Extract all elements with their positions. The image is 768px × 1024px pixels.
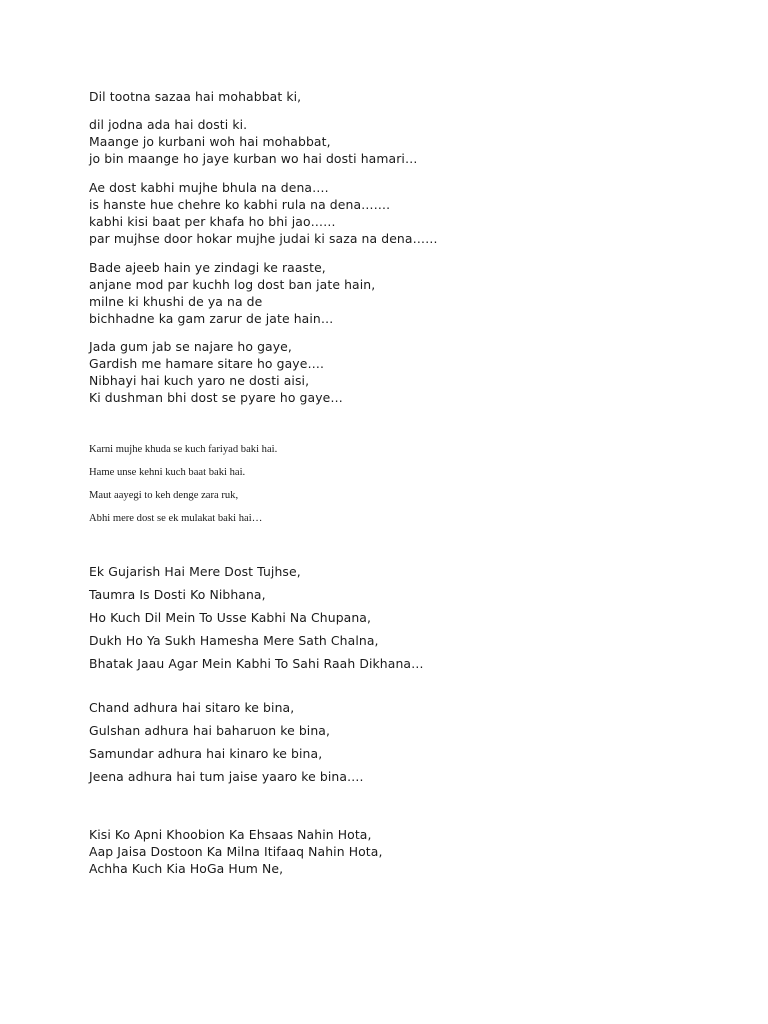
poem-2 (89, 179, 729, 247)
poem-line: Ae dost kabhi mujhe bhula na dena…. (89, 180, 329, 195)
poem-3 (89, 259, 729, 327)
poem-5 (89, 438, 729, 530)
poem-line: Hame unse kehni kuch baat baki hai. (89, 467, 246, 478)
poem-8 (89, 826, 729, 877)
poem-line: Achha Kuch Kia HoGa Hum Ne, (89, 861, 284, 876)
poem-line: Jeena adhura hai tum jaise yaaro ke bina…. (89, 769, 364, 784)
poem-line: anjane mod par kuchh log dost ban jate hain, (89, 277, 376, 292)
poem-line: Nibhayi hai kuch yaro ne dosti aisi, (89, 373, 310, 388)
poem-line: Kisi Ko Apni Khoobion Ka Ehsaas Nahin Hota, (89, 827, 372, 842)
poem-line: kabhi kisi baat per khafa ho bhi jao…… (89, 214, 336, 229)
poem-line: Gardish me hamare sitare ho gaye…. (89, 356, 324, 371)
poem-line: is hanste hue chehre ko kabhi rula na dena……. (89, 197, 391, 212)
poem-line: Ek Gujarish Hai Mere Dost Tujhse, (89, 564, 301, 579)
poem-line: Abhi mere dost se ek mulakat baki hai… (89, 513, 263, 524)
poem-line: par mujhse door hokar mujhe judai ki saza na dena…… (89, 231, 438, 246)
poem-line: Jada gum jab se najare ho gaye, (89, 339, 292, 354)
poem-line: Gulshan adhura hai baharuon ke bina, (89, 723, 331, 738)
poem-line: Dil tootna sazaa hai mohabbat ki, (89, 89, 302, 104)
poem-line: Aap Jaisa Dostoon Ka Milna Itifaaq Nahin Hota, (89, 844, 383, 859)
poem-line: Taumra Is Dosti Ko Nibhana, (89, 587, 266, 602)
poem-line: Samundar adhura hai kinaro ke bina, (89, 746, 323, 761)
poem-line: Chand adhura hai sitaro ke bina, (89, 700, 295, 715)
poem-line: Karni mujhe khuda se kuch fariyad baki hai. (89, 444, 278, 455)
poem-line: Bhatak Jaau Agar Mein Kabhi To Sahi Raah Dikhana… (89, 656, 424, 671)
poem-line: Maange jo kurbani woh hai mohabbat, (89, 134, 331, 149)
poem-6 (89, 560, 729, 675)
poem-line: bichhadne ka gam zarur de jate hain… (89, 311, 334, 326)
poem-7 (89, 696, 729, 788)
poem-line: Maut aayegi to keh denge zara ruk, (89, 490, 239, 501)
poem-line: Dukh Ho Ya Sukh Hamesha Mere Sath Chalna, (89, 633, 379, 648)
poem-4 (89, 338, 729, 406)
poem-line: Bade ajeeb hain ye zindagi ke raaste, (89, 260, 326, 275)
poem-line: dil jodna ada hai dosti ki. (89, 117, 248, 132)
poem-1-heading (89, 88, 729, 105)
poem-line: milne ki khushi de ya na de (89, 294, 263, 309)
poem-line: Ho Kuch Dil Mein To Usse Kabhi Na Chupana, (89, 610, 372, 625)
poem-1 (89, 116, 729, 167)
poem-line: jo bin maange ho jaye kurban wo hai dosti hamari… (89, 151, 418, 166)
poem-line: Ki dushman bhi dost se pyare ho gaye… (89, 390, 343, 405)
